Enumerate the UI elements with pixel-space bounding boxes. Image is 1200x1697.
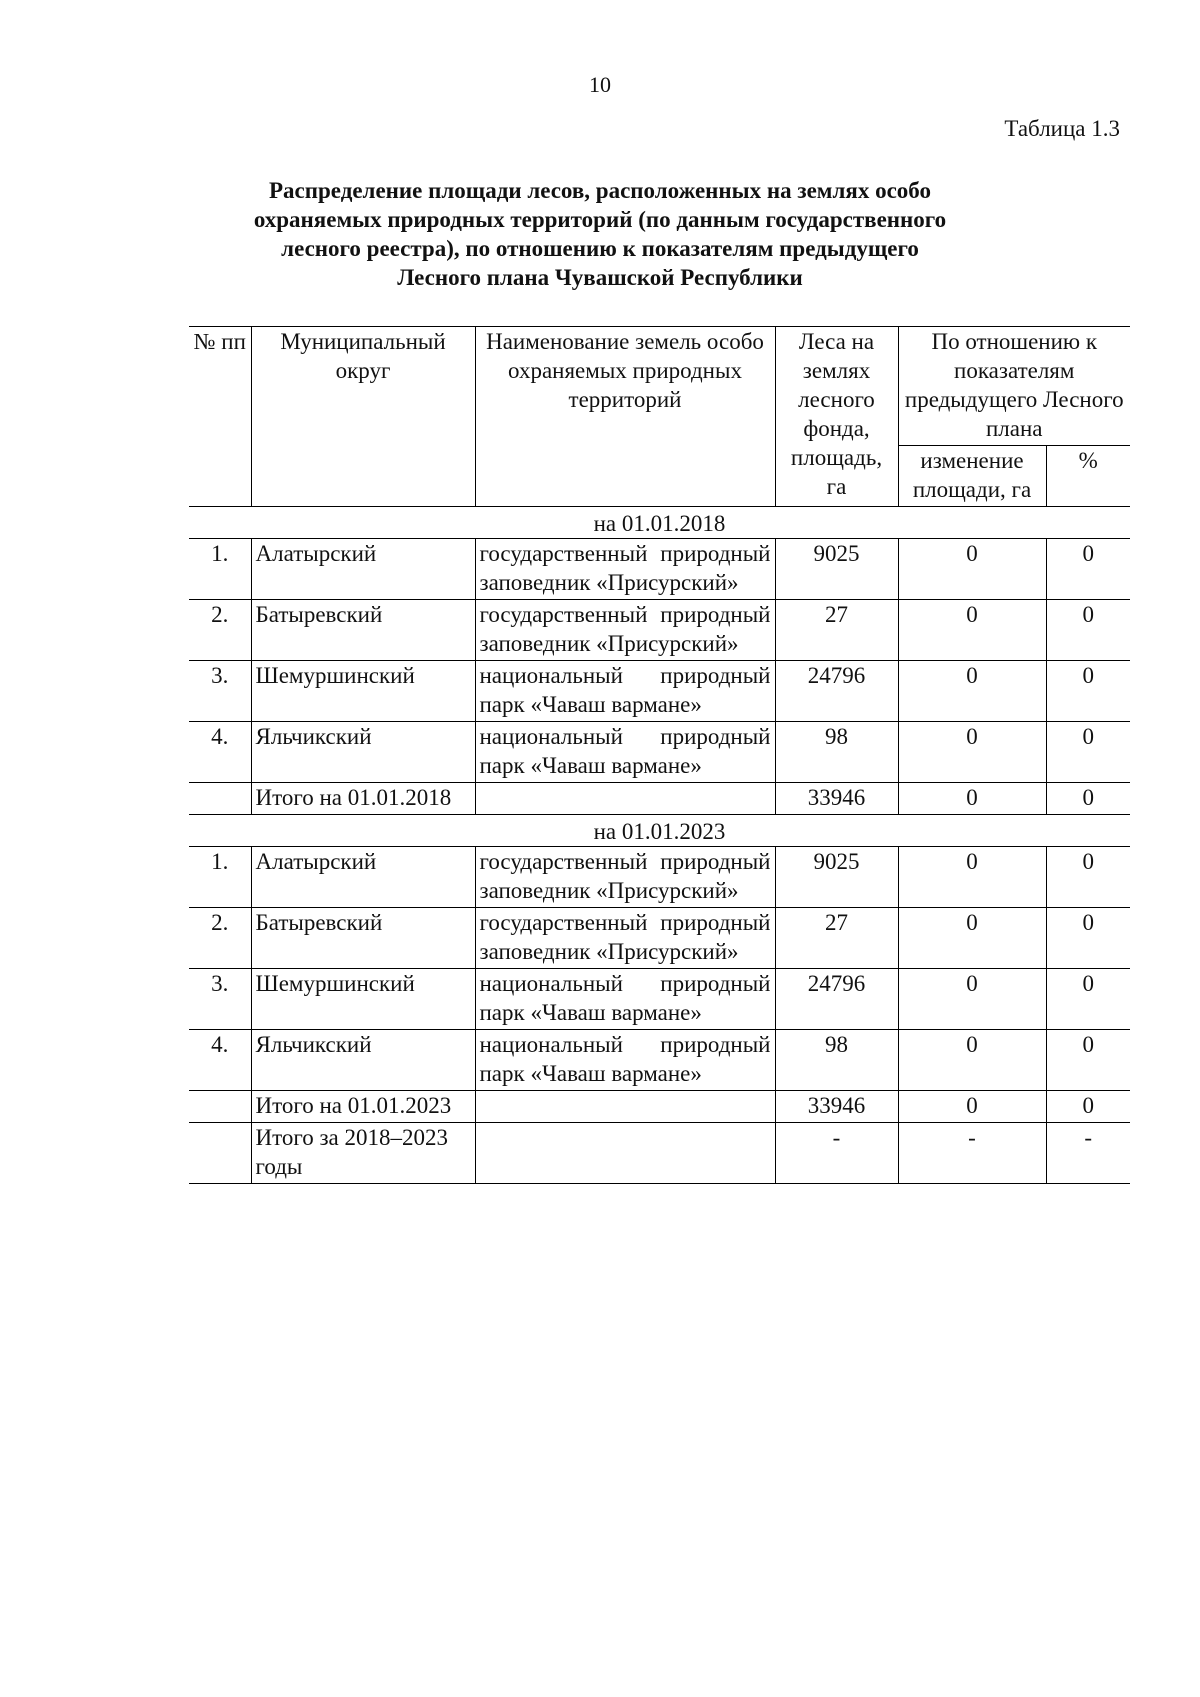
header-percent: % <box>1046 446 1130 507</box>
row-number: 4. <box>189 1030 251 1091</box>
percent-cell: 0 <box>1046 722 1130 783</box>
municipality-cell: Батыревский <box>251 908 475 969</box>
section-label: на 01.01.2018 <box>189 507 1130 539</box>
table-row <box>189 1030 1130 1091</box>
area-change-cell: 0 <box>898 661 1046 722</box>
area-change-cell: - <box>898 1123 1046 1184</box>
forest-area-cell: - <box>775 1123 898 1184</box>
table-row <box>189 1091 1130 1123</box>
row-number: 1. <box>189 847 251 908</box>
title-line: Распределение площади лесов, расположенных на землях особо <box>269 178 931 203</box>
header-municipality: Муниципальный округ <box>251 327 475 507</box>
section-header-row <box>189 507 1130 539</box>
table-row <box>189 539 1130 600</box>
header-change: изменение площади, га <box>898 446 1046 507</box>
percent-cell: 0 <box>1046 908 1130 969</box>
percent-cell: - <box>1046 1123 1130 1184</box>
row-number <box>189 1091 251 1123</box>
table-row <box>189 783 1130 815</box>
land-name-cell <box>475 1123 775 1184</box>
table-row <box>189 661 1130 722</box>
percent-cell: 0 <box>1046 783 1130 815</box>
row-number <box>189 1123 251 1184</box>
table-row <box>189 908 1130 969</box>
row-number: 3. <box>189 969 251 1030</box>
percent-cell: 0 <box>1046 600 1130 661</box>
land-name-cell: национальный природный парк «Чаваш вармане» <box>475 1030 775 1091</box>
area-change-cell: 0 <box>898 600 1046 661</box>
forest-area-cell: 98 <box>775 1030 898 1091</box>
row-number: 2. <box>189 600 251 661</box>
land-name-cell <box>475 783 775 815</box>
forest-area-cell: 9025 <box>775 539 898 600</box>
row-number: 1. <box>189 539 251 600</box>
land-name-cell: национальный природный парк «Чаваш вармане» <box>475 969 775 1030</box>
header-relation: По отношению к показателям предыдущего Лесного плана <box>898 327 1130 446</box>
table-body <box>189 507 1130 1184</box>
percent-cell: 0 <box>1046 661 1130 722</box>
municipality-cell: Итого на 01.01.2023 <box>251 1091 475 1123</box>
table-row <box>189 722 1130 783</box>
table-row <box>189 969 1130 1030</box>
land-name-cell: национальный природный парк «Чаваш вармане» <box>475 722 775 783</box>
page-number: 10 <box>589 72 611 97</box>
municipality-cell: Алатырский <box>251 847 475 908</box>
municipality-cell: Шемуршинский <box>251 969 475 1030</box>
section-label: на 01.01.2023 <box>189 815 1130 847</box>
area-change-cell: 0 <box>898 847 1046 908</box>
forest-area-cell: 33946 <box>775 783 898 815</box>
land-name-cell: государственный природный заповедник «Присурский» <box>475 600 775 661</box>
header-num: № пп <box>189 327 251 507</box>
forest-area-cell: 24796 <box>775 969 898 1030</box>
title-line: лесного реестра), по отношению к показателям предыдущего <box>281 236 919 261</box>
forest-area-cell: 24796 <box>775 661 898 722</box>
area-change-cell: 0 <box>898 539 1046 600</box>
forest-area-cell: 27 <box>775 908 898 969</box>
table-row <box>189 847 1130 908</box>
table-label: Таблица 1.3 <box>1004 116 1120 141</box>
percent-cell: 0 <box>1046 847 1130 908</box>
percent-cell: 0 <box>1046 1091 1130 1123</box>
municipality-cell: Итого на 01.01.2018 <box>251 783 475 815</box>
municipality-cell: Яльчикский <box>251 722 475 783</box>
municipality-cell: Алатырский <box>251 539 475 600</box>
forest-area-table <box>189 326 1130 1184</box>
table-row <box>189 1123 1130 1184</box>
forest-area-cell: 33946 <box>775 1091 898 1123</box>
area-change-cell: 0 <box>898 969 1046 1030</box>
municipality-cell: Шемуршинский <box>251 661 475 722</box>
row-number: 2. <box>189 908 251 969</box>
header-forest-area: Леса на землях лесного фонда, площадь, га <box>775 327 898 507</box>
percent-cell: 0 <box>1046 969 1130 1030</box>
row-number <box>189 783 251 815</box>
land-name-cell <box>475 1091 775 1123</box>
title-line: Лесного плана Чувашской Республики <box>397 265 803 290</box>
area-change-cell: 0 <box>898 1030 1046 1091</box>
section-header-row <box>189 815 1130 847</box>
municipality-cell: Батыревский <box>251 600 475 661</box>
title-line: охраняемых природных территорий (по данным государственного <box>253 207 947 232</box>
document-title <box>190 176 1010 292</box>
percent-cell: 0 <box>1046 1030 1130 1091</box>
forest-area-cell: 27 <box>775 600 898 661</box>
municipality-cell: Итого за 2018–2023 годы <box>251 1123 475 1184</box>
area-change-cell: 0 <box>898 722 1046 783</box>
row-number: 3. <box>189 661 251 722</box>
table-header <box>189 327 1130 507</box>
municipality-cell: Яльчикский <box>251 1030 475 1091</box>
land-name-cell: национальный природный парк «Чаваш вармане» <box>475 661 775 722</box>
land-name-cell: государственный природный заповедник «Присурский» <box>475 908 775 969</box>
forest-area-cell: 98 <box>775 722 898 783</box>
row-number: 4. <box>189 722 251 783</box>
percent-cell: 0 <box>1046 539 1130 600</box>
area-change-cell: 0 <box>898 1091 1046 1123</box>
land-name-cell: государственный природный заповедник «Присурский» <box>475 847 775 908</box>
table-row <box>189 600 1130 661</box>
header-land-name: Наименование земель особо охраняемых природных территорий <box>475 327 775 507</box>
land-name-cell: государственный природный заповедник «Присурский» <box>475 539 775 600</box>
forest-area-cell: 9025 <box>775 847 898 908</box>
area-change-cell: 0 <box>898 783 1046 815</box>
area-change-cell: 0 <box>898 908 1046 969</box>
